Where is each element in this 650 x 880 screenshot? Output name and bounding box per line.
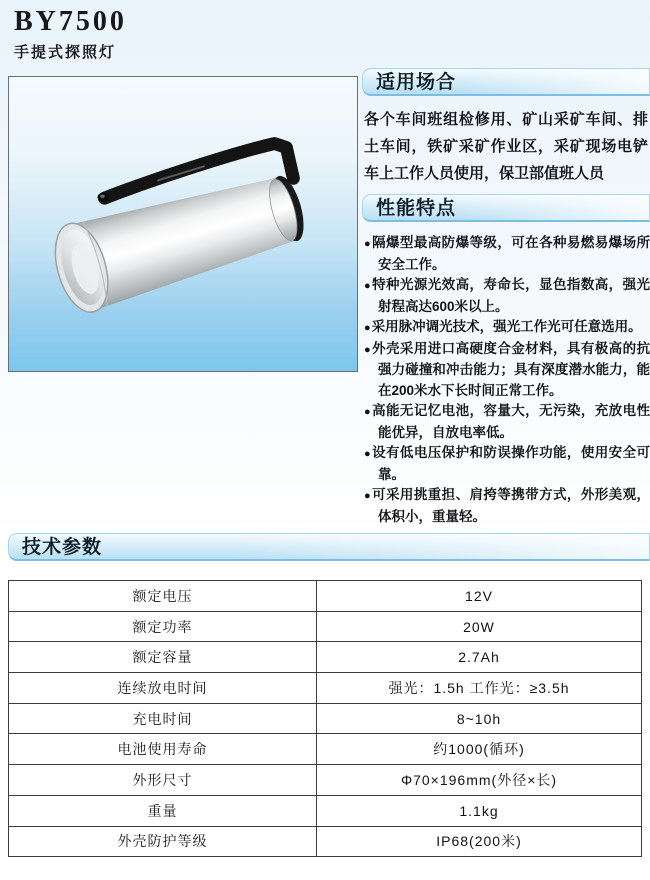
spec-value: 1.1kg [317,795,642,826]
spec-value: 20W [317,611,642,642]
bullet-icon: ● [364,490,372,502]
feature-item [364,401,650,443]
specs-table [8,580,642,857]
table-row [9,826,642,857]
usage-paragraph: 各个车间班组检修用、矿山采矿车间、排土车间，铁矿采矿作业区，采矿现场电铲车上工作人员使用，保卫部值班人员 [364,111,648,182]
spec-value: 8~10h [317,703,642,734]
feature-text: 外壳采用进口高硬度合金材料，具有极高的抗强力碰撞和冲击能力；具有深度潜水能力，能在200米水下长时间正常工作。 [372,340,650,398]
right-column [362,68,650,527]
features-list [364,233,650,527]
spec-value: Φ70×196mm(外径×长) [317,765,642,796]
spec-label: 重量 [9,795,317,826]
spec-label: 外壳防护等级 [9,826,317,857]
spec-label: 充电时间 [9,703,317,734]
page-title: BY7500 [14,6,127,37]
features-heading-label: 性能特点 [376,198,457,219]
feature-text: 设有低电压保护和防误操作功能，使用安全可靠。 [372,445,650,482]
table-row [9,795,642,826]
bullet-icon: ● [364,238,372,250]
spec-label: 外形尺寸 [9,765,317,796]
table-row [9,642,642,673]
feature-item [364,317,650,339]
feature-item [364,485,650,527]
spec-value: IP68(200米) [317,826,642,857]
flashlight-illustration [9,77,357,371]
feature-item [364,233,650,275]
bullet-icon: ● [364,322,371,334]
feature-text: 可采用挑重担、肩挎等携带方式，外形美观，体积小，重量轻。 [372,487,650,524]
bullet-icon: ● [364,406,372,418]
table-row [9,611,642,642]
section-heading-usage [362,68,650,96]
feature-text: 隔爆型最高防爆等级，可在各种易燃易爆场所安全工作。 [372,235,650,272]
feature-item [364,275,650,317]
section-heading-specs [8,533,650,561]
bullet-icon: ● [364,448,372,460]
table-row [9,765,642,796]
spec-value: 强光：1.5h 工作光：≥3.5h [317,673,642,704]
table-row [9,703,642,734]
spec-label: 电池使用寿命 [9,734,317,765]
table-row [9,734,642,765]
spec-label: 连续放电时间 [9,673,317,704]
table-row [9,581,642,612]
spec-value: 2.7Ah [317,642,642,673]
feature-text: 特种光源光效高，寿命长，显色指数高，强光射程高达600米以上。 [372,277,650,314]
table-row [9,673,642,704]
spec-label: 额定电压 [9,581,317,612]
bullet-icon: ● [364,343,372,356]
feature-item [364,339,650,402]
feature-text: 采用脉冲调光技术，强光工作光可任意选用。 [371,319,642,334]
spec-value: 约1000(循环) [317,734,642,765]
feature-text: 高能无记忆电池，容量大，无污染，充放电性能优异，自放电率低。 [372,403,650,440]
bullet-icon: ● [364,280,372,292]
page-subtitle: 手提式探照灯 [14,44,117,61]
spec-value: 12V [317,581,642,612]
page-header [14,6,127,62]
usage-heading-label: 适用场合 [376,72,457,93]
feature-item [364,443,650,485]
specs-heading-label: 技术参数 [22,537,103,558]
product-image [8,76,358,372]
spec-label: 额定容量 [9,642,317,673]
spec-label: 额定功率 [9,611,317,642]
section-heading-features [362,194,650,222]
